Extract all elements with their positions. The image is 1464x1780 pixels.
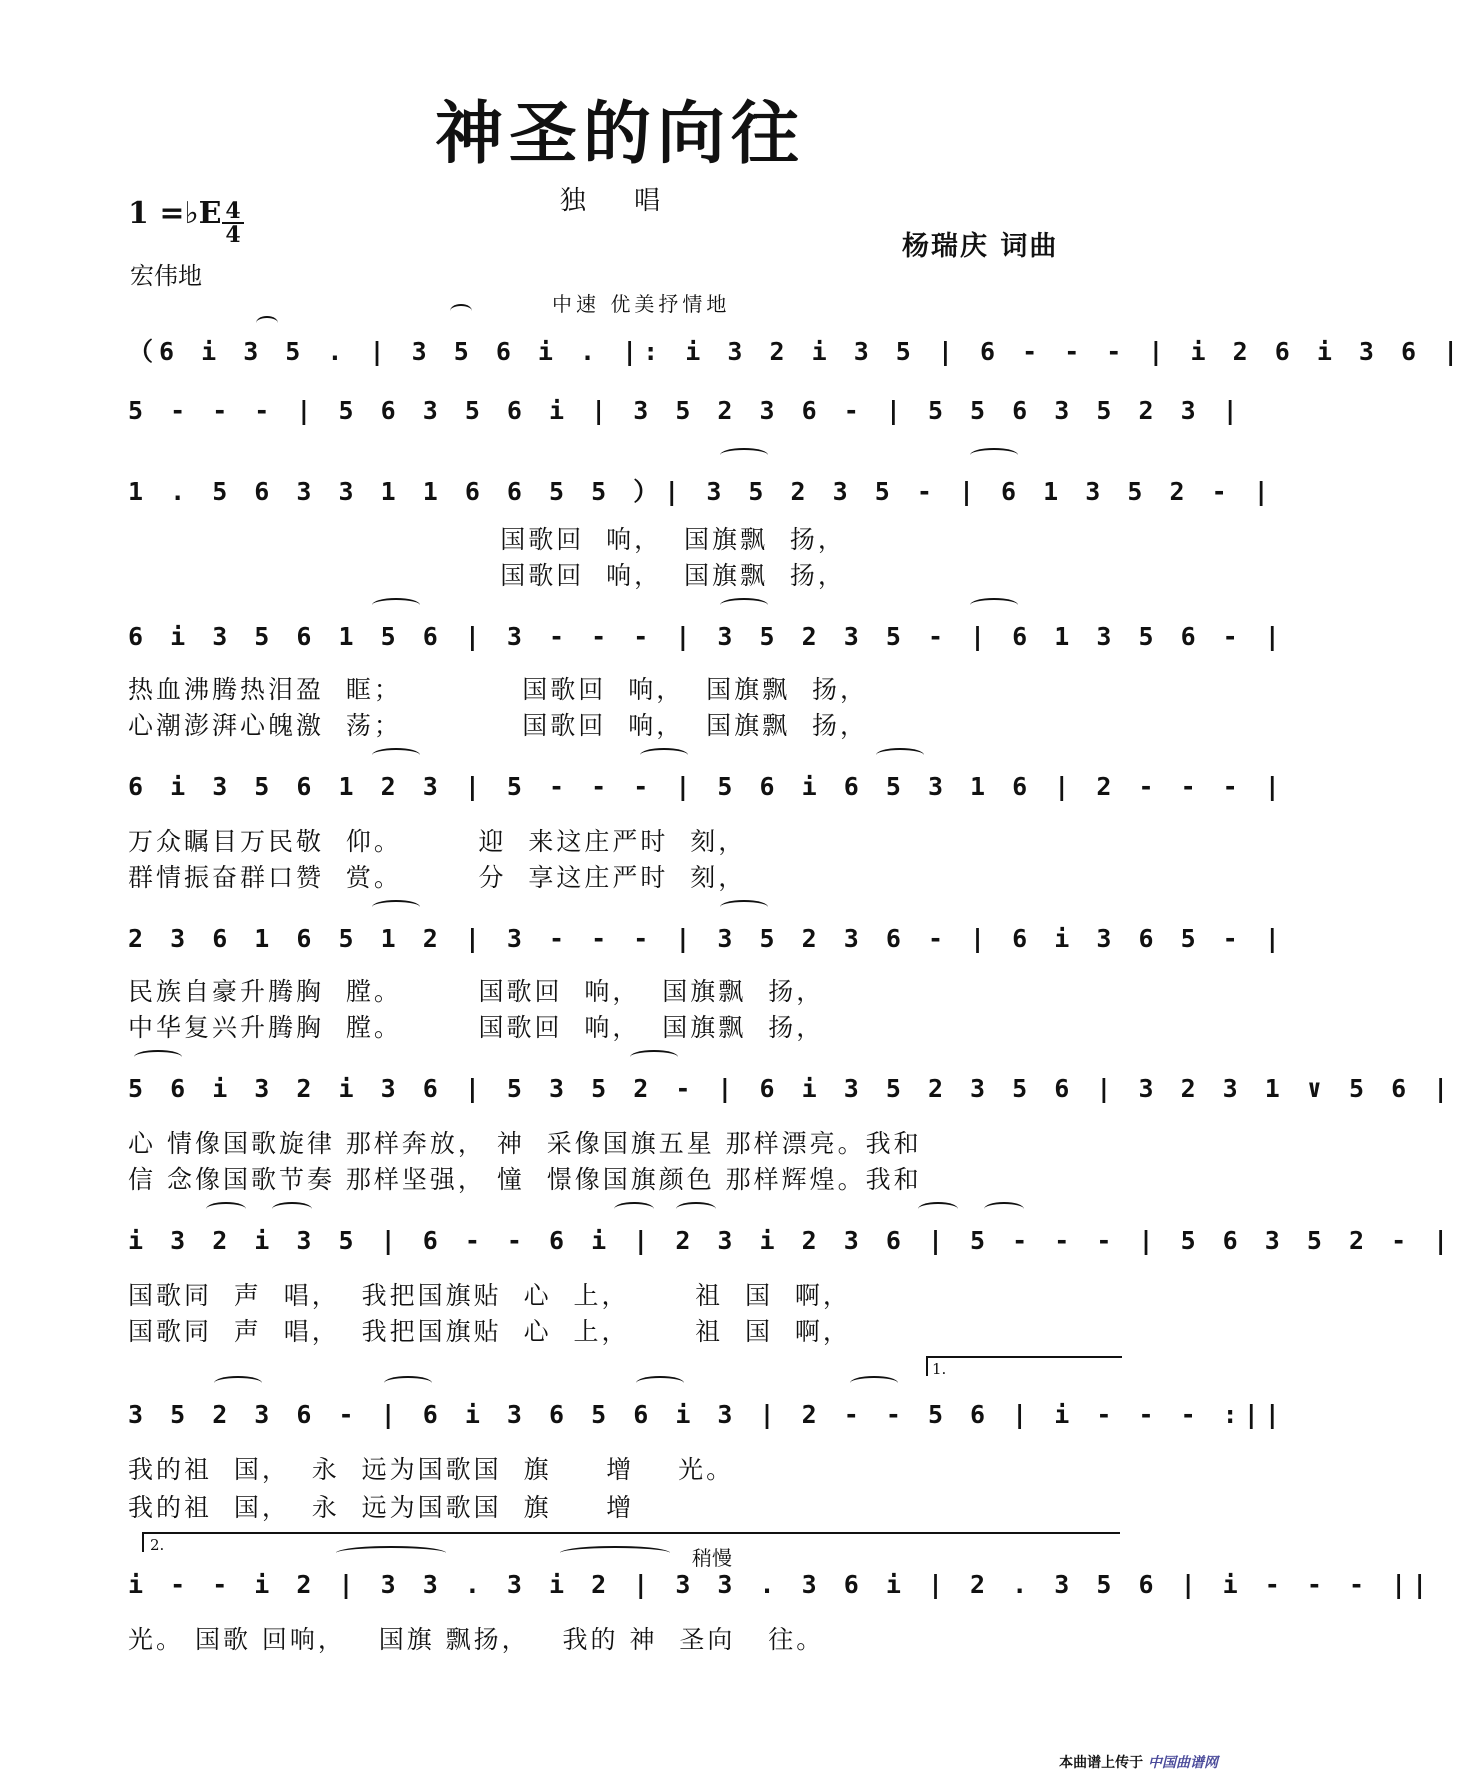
notation-line: 2 3 6 1 6 5 1 2 | 3 - - - | 3 5 2 3 6 - | 6 i 3 6 5 - | — [128, 924, 1286, 953]
footer-site-logo: 中国曲谱网 — [1148, 1755, 1218, 1771]
slur — [720, 448, 768, 462]
footer-prefix: 本曲谱上传于 — [1059, 1755, 1144, 1771]
lyric-verse-2: 我的祖 国， 永 远为国歌国 旗 增 — [128, 1493, 635, 1522]
author-credit: 杨瑞庆 词曲 — [902, 231, 1059, 262]
footer-credit — [1059, 1752, 1218, 1772]
lyric-verse-1: 国歌回 响， 国旗飘 扬， — [128, 525, 846, 554]
fermata — [450, 304, 472, 318]
slur — [676, 1202, 716, 1216]
song-title: 神圣的向往 — [434, 95, 805, 174]
slur — [850, 1376, 898, 1390]
key-signature: 1 =♭E — [128, 196, 222, 231]
second-ending-label: 2. — [150, 1536, 165, 1554]
fermata — [256, 316, 278, 330]
notation-line: i 3 2 i 3 5 | 6 - - 6 i | 2 3 i 2 3 6 | 5 - - - | 5 6 3 5 2 - | — [128, 1226, 1455, 1255]
first-ending-bracket — [926, 1356, 1122, 1376]
lyric-verse-1: 我的祖 国， 永 远为国歌国 旗 增 光。 — [128, 1455, 735, 1484]
notation-line: 6 i 3 5 6 1 5 6 | 3 - - - | 3 5 2 3 5 - | 6 1 3 5 6 - | — [128, 622, 1286, 651]
slur — [720, 900, 768, 914]
lyric-verse-2: 群情振奋群口赞 赏。 分 享这庄严时 刻， — [128, 863, 747, 892]
notation-line: 1 . 5 6 3 3 1 1 6 6 5 5 ）| 3 5 2 3 5 - | 6 1 3 5 2 - | — [128, 477, 1275, 506]
expression-marking: 宏伟地 — [130, 262, 202, 290]
lyric-verse-2: 国歌回 响， 国旗飘 扬， — [128, 561, 846, 590]
notation-line: 5 - - - | 5 6 3 5 6 i | 3 5 2 3 6 - | 5 5 6 3 5 2 3 | — [128, 396, 1244, 425]
notation-line: （6 i 3 5 . | 3 5 6 i . |: i 3 2 i 3 5 | 6 - - - | i 2 6 i 3 6 | — [128, 337, 1464, 366]
notation-line: 6 i 3 5 6 1 2 3 | 5 - - - | 5 6 i 6 5 3 1 6 | 2 - - - | — [128, 772, 1286, 801]
notation-line: i - - i 2 | 3 3 . 3 i 2 | 3 3 . 3 6 i | 2 . 3 5 6 | i - - - || — [128, 1570, 1434, 1599]
slur — [640, 748, 688, 762]
notation-line: 3 5 2 3 6 - | 6 i 3 6 5 6 i 3 | 2 - - 5 6 | i - - - :|| — [128, 1400, 1286, 1429]
slur — [636, 1376, 684, 1390]
lyric-verse-1: 心 情像国歌旋律 那样奔放， 神 采像国旗五星 那样漂亮。我和 — [128, 1129, 922, 1158]
tempo-marking: 中速 优美抒情地 — [552, 292, 731, 316]
slur — [214, 1376, 262, 1390]
slur — [336, 1546, 446, 1560]
first-ending-label: 1. — [932, 1360, 947, 1378]
slur — [134, 1050, 182, 1064]
lyric-verse-2: 中华复兴升腾胸 膛。 国歌回 响， 国旗飘 扬， — [128, 1013, 825, 1042]
slur — [918, 1202, 958, 1216]
lyric-verse-2: 信 念像国歌节奏 那样坚强， 憧 憬像国旗颜色 那样辉煌。我和 — [128, 1165, 922, 1194]
slur — [372, 900, 420, 914]
slur — [720, 598, 768, 612]
slur — [206, 1202, 246, 1216]
lyric-final: 光。 国歌 回响， 国旗 飘扬， 我的 神 圣向 往。 — [128, 1625, 825, 1654]
slur — [970, 598, 1018, 612]
slur — [984, 1202, 1024, 1216]
tempo-slower-marking: 稍慢 — [692, 1546, 732, 1570]
slur — [384, 1376, 432, 1390]
slur — [614, 1202, 654, 1216]
slur — [560, 1546, 670, 1560]
slur — [272, 1202, 312, 1216]
lyric-verse-2: 国歌同 声 唱， 我把国旗贴 心 上， 祖 国 啊， — [128, 1317, 851, 1346]
slur — [372, 748, 420, 762]
slur — [372, 598, 420, 612]
lyric-verse-1: 民族自豪升腾胸 膛。 国歌回 响， 国旗飘 扬， — [128, 977, 825, 1006]
meter-bottom: 4 — [225, 222, 241, 248]
meter-top: 4 — [225, 198, 241, 224]
performance-type: 独 唱 — [559, 186, 681, 216]
time-signature — [222, 200, 244, 246]
lyric-verse-2: 心潮澎湃心魄激 荡； 国歌回 响， 国旗飘 扬， — [128, 711, 868, 740]
lyric-verse-1: 万众瞩目万民敬 仰。 迎 来这庄严时 刻， — [128, 827, 747, 856]
slur — [970, 448, 1018, 462]
slur — [876, 748, 924, 762]
lyric-verse-1: 热血沸腾热泪盈 眶； 国歌回 响， 国旗飘 扬， — [128, 675, 868, 704]
slur — [630, 1050, 678, 1064]
lyric-verse-1: 国歌同 声 唱， 我把国旗贴 心 上， 祖 国 啊， — [128, 1281, 851, 1310]
notation-line: 5 6 i 3 2 i 3 6 | 5 3 5 2 - | 6 i 3 5 2 3 5 6 | 3 2 3 1 ∨ 5 6 | — [128, 1074, 1455, 1103]
